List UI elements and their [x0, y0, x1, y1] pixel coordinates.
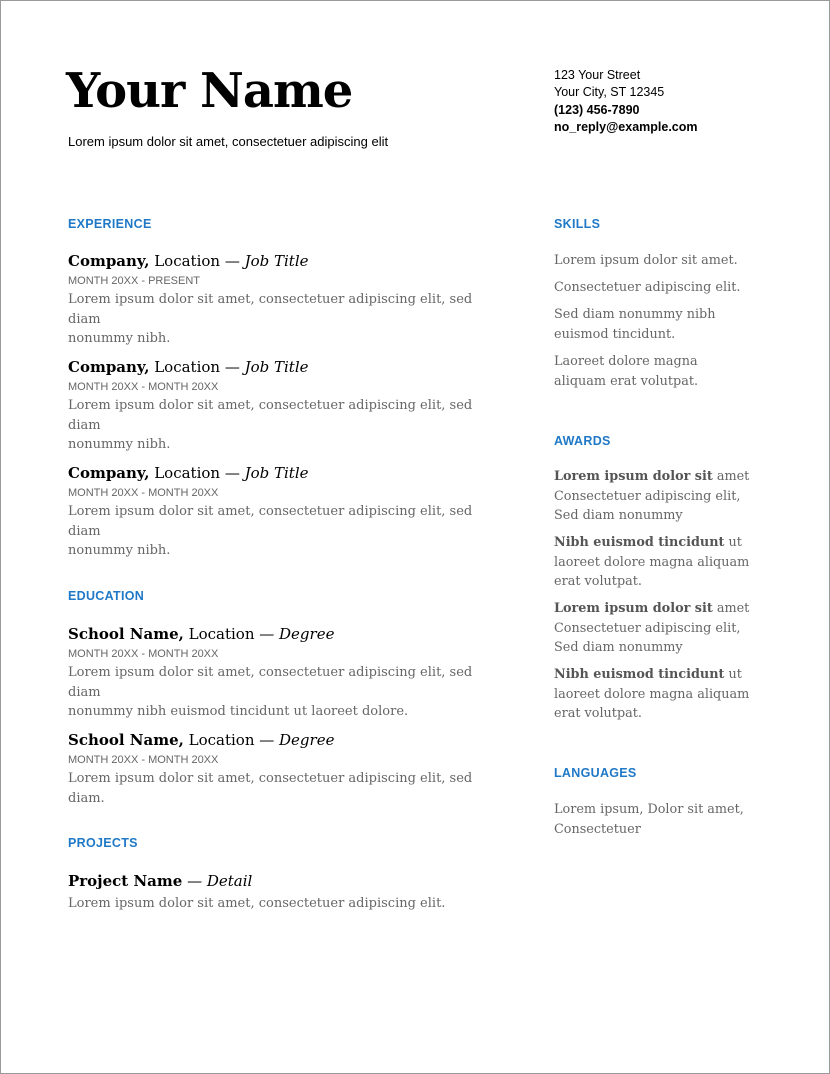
skill-item — [554, 352, 754, 391]
job-location: Location — — [149, 358, 245, 376]
award-line: laoreet dolore magna aliquam — [554, 554, 750, 570]
award-suffix: amet — [712, 469, 750, 484]
school-dates: MONTH 20XX - MONTH 20XX — [68, 754, 219, 766]
school-name: School Name, — [68, 625, 184, 643]
school-description — [68, 769, 508, 808]
job-title-line — [68, 252, 488, 270]
skill-line: aliquam erat volutpat. — [554, 373, 699, 389]
award-line: laoreet dolore magna aliquam — [554, 686, 750, 702]
award-line: Sed diam nonummy — [554, 640, 683, 655]
award-name: Lorem ipsum dolor sit — [554, 601, 713, 616]
description-line: nonummy nibh. — [68, 543, 171, 558]
experience-entry — [68, 358, 488, 455]
job-dates: MONTH 20XX - PRESENT — [68, 275, 201, 287]
award-line — [554, 599, 754, 619]
award-suffix: amet — [712, 601, 750, 616]
skills-heading: SKILLS — [554, 217, 601, 231]
school-location: Location — — [183, 731, 280, 749]
job-description — [68, 396, 488, 455]
languages-line: Lorem ipsum, Dolor sit amet, — [554, 802, 744, 817]
company-name: Company, — [68, 358, 150, 376]
education-heading: EDUCATION — [68, 589, 145, 603]
skill-line: euismod tincidunt. — [554, 326, 676, 342]
award-line: erat volutpat. — [554, 706, 642, 721]
description-line: nonummy nibh. — [68, 331, 171, 346]
languages-list — [554, 800, 754, 839]
education-entry — [68, 731, 508, 808]
project-title-line — [68, 872, 488, 890]
job-dates: MONTH 20XX - MONTH 20XX — [68, 487, 219, 499]
award-line — [554, 533, 754, 553]
awards-heading: AWARDS — [554, 434, 611, 448]
job-description — [68, 290, 488, 349]
skill-item — [554, 305, 754, 344]
award-name: Nibh euismod tincidunt — [554, 535, 725, 550]
job-title-line — [68, 358, 488, 376]
award-line: Sed diam nonummy — [554, 508, 683, 523]
award-line: erat volutpat. — [554, 574, 642, 589]
languages-line: Consectetuer — [554, 821, 641, 837]
company-name: Company, — [68, 464, 150, 482]
experience-entry — [68, 464, 488, 561]
description-line: Lorem ipsum dolor sit amet, consectetuer adipiscing elit, sed diam — [68, 292, 473, 327]
job-location: Location — — [149, 252, 245, 270]
award-suffix: ut — [724, 535, 742, 550]
award-name: Nibh euismod tincidunt — [554, 667, 725, 682]
description-line: nonummy nibh euismod tincidunt ut laoreet dolore. — [68, 704, 409, 719]
project-detail: Detail — [206, 872, 253, 890]
contact-block — [554, 67, 698, 136]
school-description — [68, 663, 488, 722]
skill-line: Laoreet dolore magna — [554, 354, 698, 369]
award-item — [554, 467, 754, 526]
school-name: School Name, — [68, 731, 184, 749]
experience-entry — [68, 252, 488, 349]
resume-name: Your Name — [66, 63, 353, 119]
award-item — [554, 599, 754, 658]
award-item — [554, 533, 754, 592]
experience-heading: EXPERIENCE — [68, 217, 152, 231]
school-title-line — [68, 731, 508, 749]
contact-street: 123 Your Street — [554, 68, 641, 82]
education-entry — [68, 625, 488, 722]
degree: Degree — [279, 731, 335, 749]
skill-line: Sed diam nonummy nibh — [554, 307, 716, 322]
projects-heading: PROJECTS — [68, 836, 138, 850]
job-description — [68, 502, 488, 561]
contact-email[interactable]: no_reply@example.com — [554, 119, 698, 134]
project-description: Lorem ipsum dolor sit amet, consectetuer adipiscing elit. — [68, 896, 446, 911]
school-title-line — [68, 625, 488, 643]
job-title-line — [68, 464, 488, 482]
school-dates: MONTH 20XX - MONTH 20XX — [68, 648, 219, 660]
contact-city: Your City, ST 12345 — [554, 85, 665, 100]
degree: Degree — [279, 625, 335, 643]
award-line — [554, 665, 754, 685]
project-name: Project Name — [68, 872, 183, 890]
languages-heading: LANGUAGES — [554, 766, 637, 780]
job-location: Location — — [149, 464, 245, 482]
description-line: Lorem ipsum dolor sit amet, consectetuer adipiscing elit, sed diam — [68, 398, 473, 433]
job-title: Job Title — [244, 464, 309, 482]
job-dates: MONTH 20XX - MONTH 20XX — [68, 381, 219, 393]
award-line: Consectetuer adipiscing elit, — [554, 620, 741, 636]
project-separator: — — [182, 872, 207, 890]
award-line: Consectetuer adipiscing elit, — [554, 488, 741, 504]
award-name: Lorem ipsum dolor sit — [554, 469, 713, 484]
resume-tagline: Lorem ipsum dolor sit amet, consectetuer adipiscing elit — [68, 134, 389, 149]
project-entry — [68, 872, 488, 914]
description-line: nonummy nibh. — [68, 437, 171, 452]
description-line: Lorem ipsum dolor sit amet, consectetuer adipiscing elit, sed diam — [68, 504, 473, 539]
award-item — [554, 665, 754, 724]
contact-phone: (123) 456-7890 — [554, 102, 640, 117]
award-line — [554, 467, 754, 487]
award-suffix: ut — [724, 667, 742, 682]
job-title: Job Title — [244, 358, 309, 376]
company-name: Company, — [68, 252, 150, 270]
description-line: Lorem ipsum dolor sit amet, consectetuer adipiscing elit, sed diam. — [68, 771, 473, 806]
school-location: Location — — [183, 625, 280, 643]
description-line: Lorem ipsum dolor sit amet, consectetuer adipiscing elit, sed diam — [68, 665, 473, 700]
skill-item: Lorem ipsum dolor sit amet. — [554, 253, 738, 268]
job-title: Job Title — [244, 252, 309, 270]
skill-item: Consectetuer adipiscing elit. — [554, 280, 741, 295]
